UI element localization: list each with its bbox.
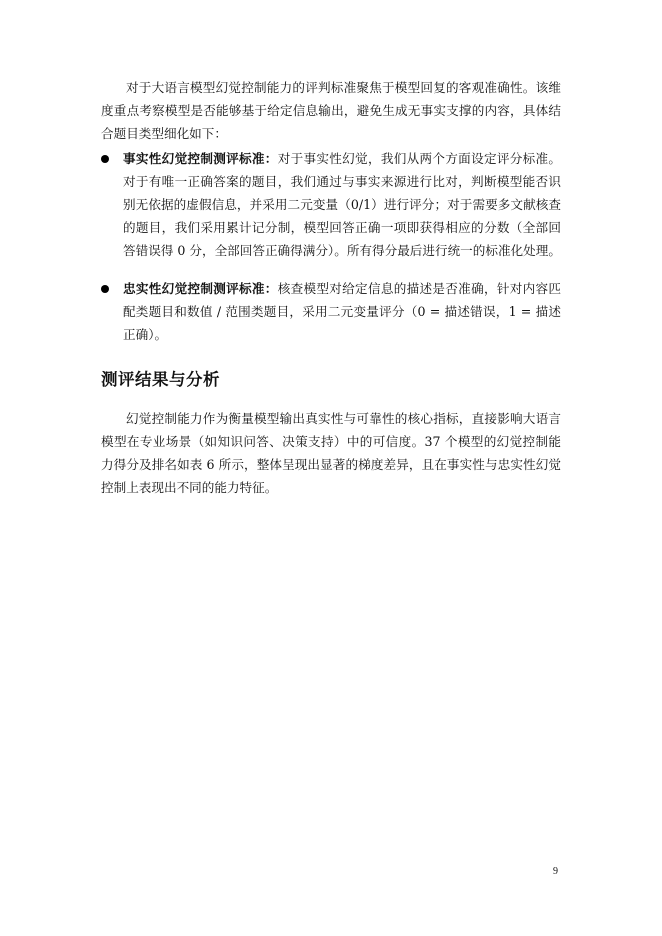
intro-paragraph: 对于大语言模型幻觉控制能力的评判标准聚焦于模型回复的客观准确性。该维度重点考察模型是否能够基于给定信息输出，避免生成无事实支撑的内容，具体结合题目类型细化如下： bbox=[101, 80, 561, 141]
bullet-factual-hallucination bbox=[101, 147, 561, 262]
bullet-dot-icon bbox=[101, 155, 109, 163]
bullet-description: 核查模型对给定信息的描述是否准确，针对内容匹配类题目和数值 / 范围类题目，采用二元变量评分（0 = 描述错误，1 = 描述正确）。 bbox=[123, 281, 562, 342]
section-heading: 测评结果与分析 bbox=[101, 370, 220, 389]
bullet-faithfulness-hallucination bbox=[101, 277, 561, 346]
bullet-term: 事实性幻觉控制测评标准： bbox=[123, 151, 278, 166]
results-paragraph: 幻觉控制能力作为衡量模型输出真实性与可靠性的核心指标，直接影响大语言模型在专业场景（如知识问答、决策支持）中的可信度。37 个模型的幻觉控制能力得分及排名如表 6 所示，整体呈现出显著的梯度差异，且在事实性与忠实性幻觉控制上表现出不同的能力特征。 bbox=[101, 411, 561, 495]
bullet-dot-icon bbox=[101, 285, 109, 293]
bullet-description: 对于事实性幻觉，我们从两个方面设定评分标准。对于有唯一正确答案的题目，我们通过与事实来源进行比对，判断模型能否识别无依据的虚假信息，并采用二元变量（0/1）进行评分；对于需要多文献核查的题目，我们采用累计记分制，模型回答正确一项即获得相应的分数（全部回答错误得 0 分，全部回答正确得满分）。所有得分最后进行统一的标准化处理。 bbox=[123, 151, 562, 258]
bullet-body bbox=[123, 147, 561, 262]
bullet-body bbox=[123, 277, 561, 346]
page-number: 9 bbox=[553, 866, 558, 877]
bullet-term: 忠实性幻觉控制测评标准： bbox=[123, 281, 278, 296]
